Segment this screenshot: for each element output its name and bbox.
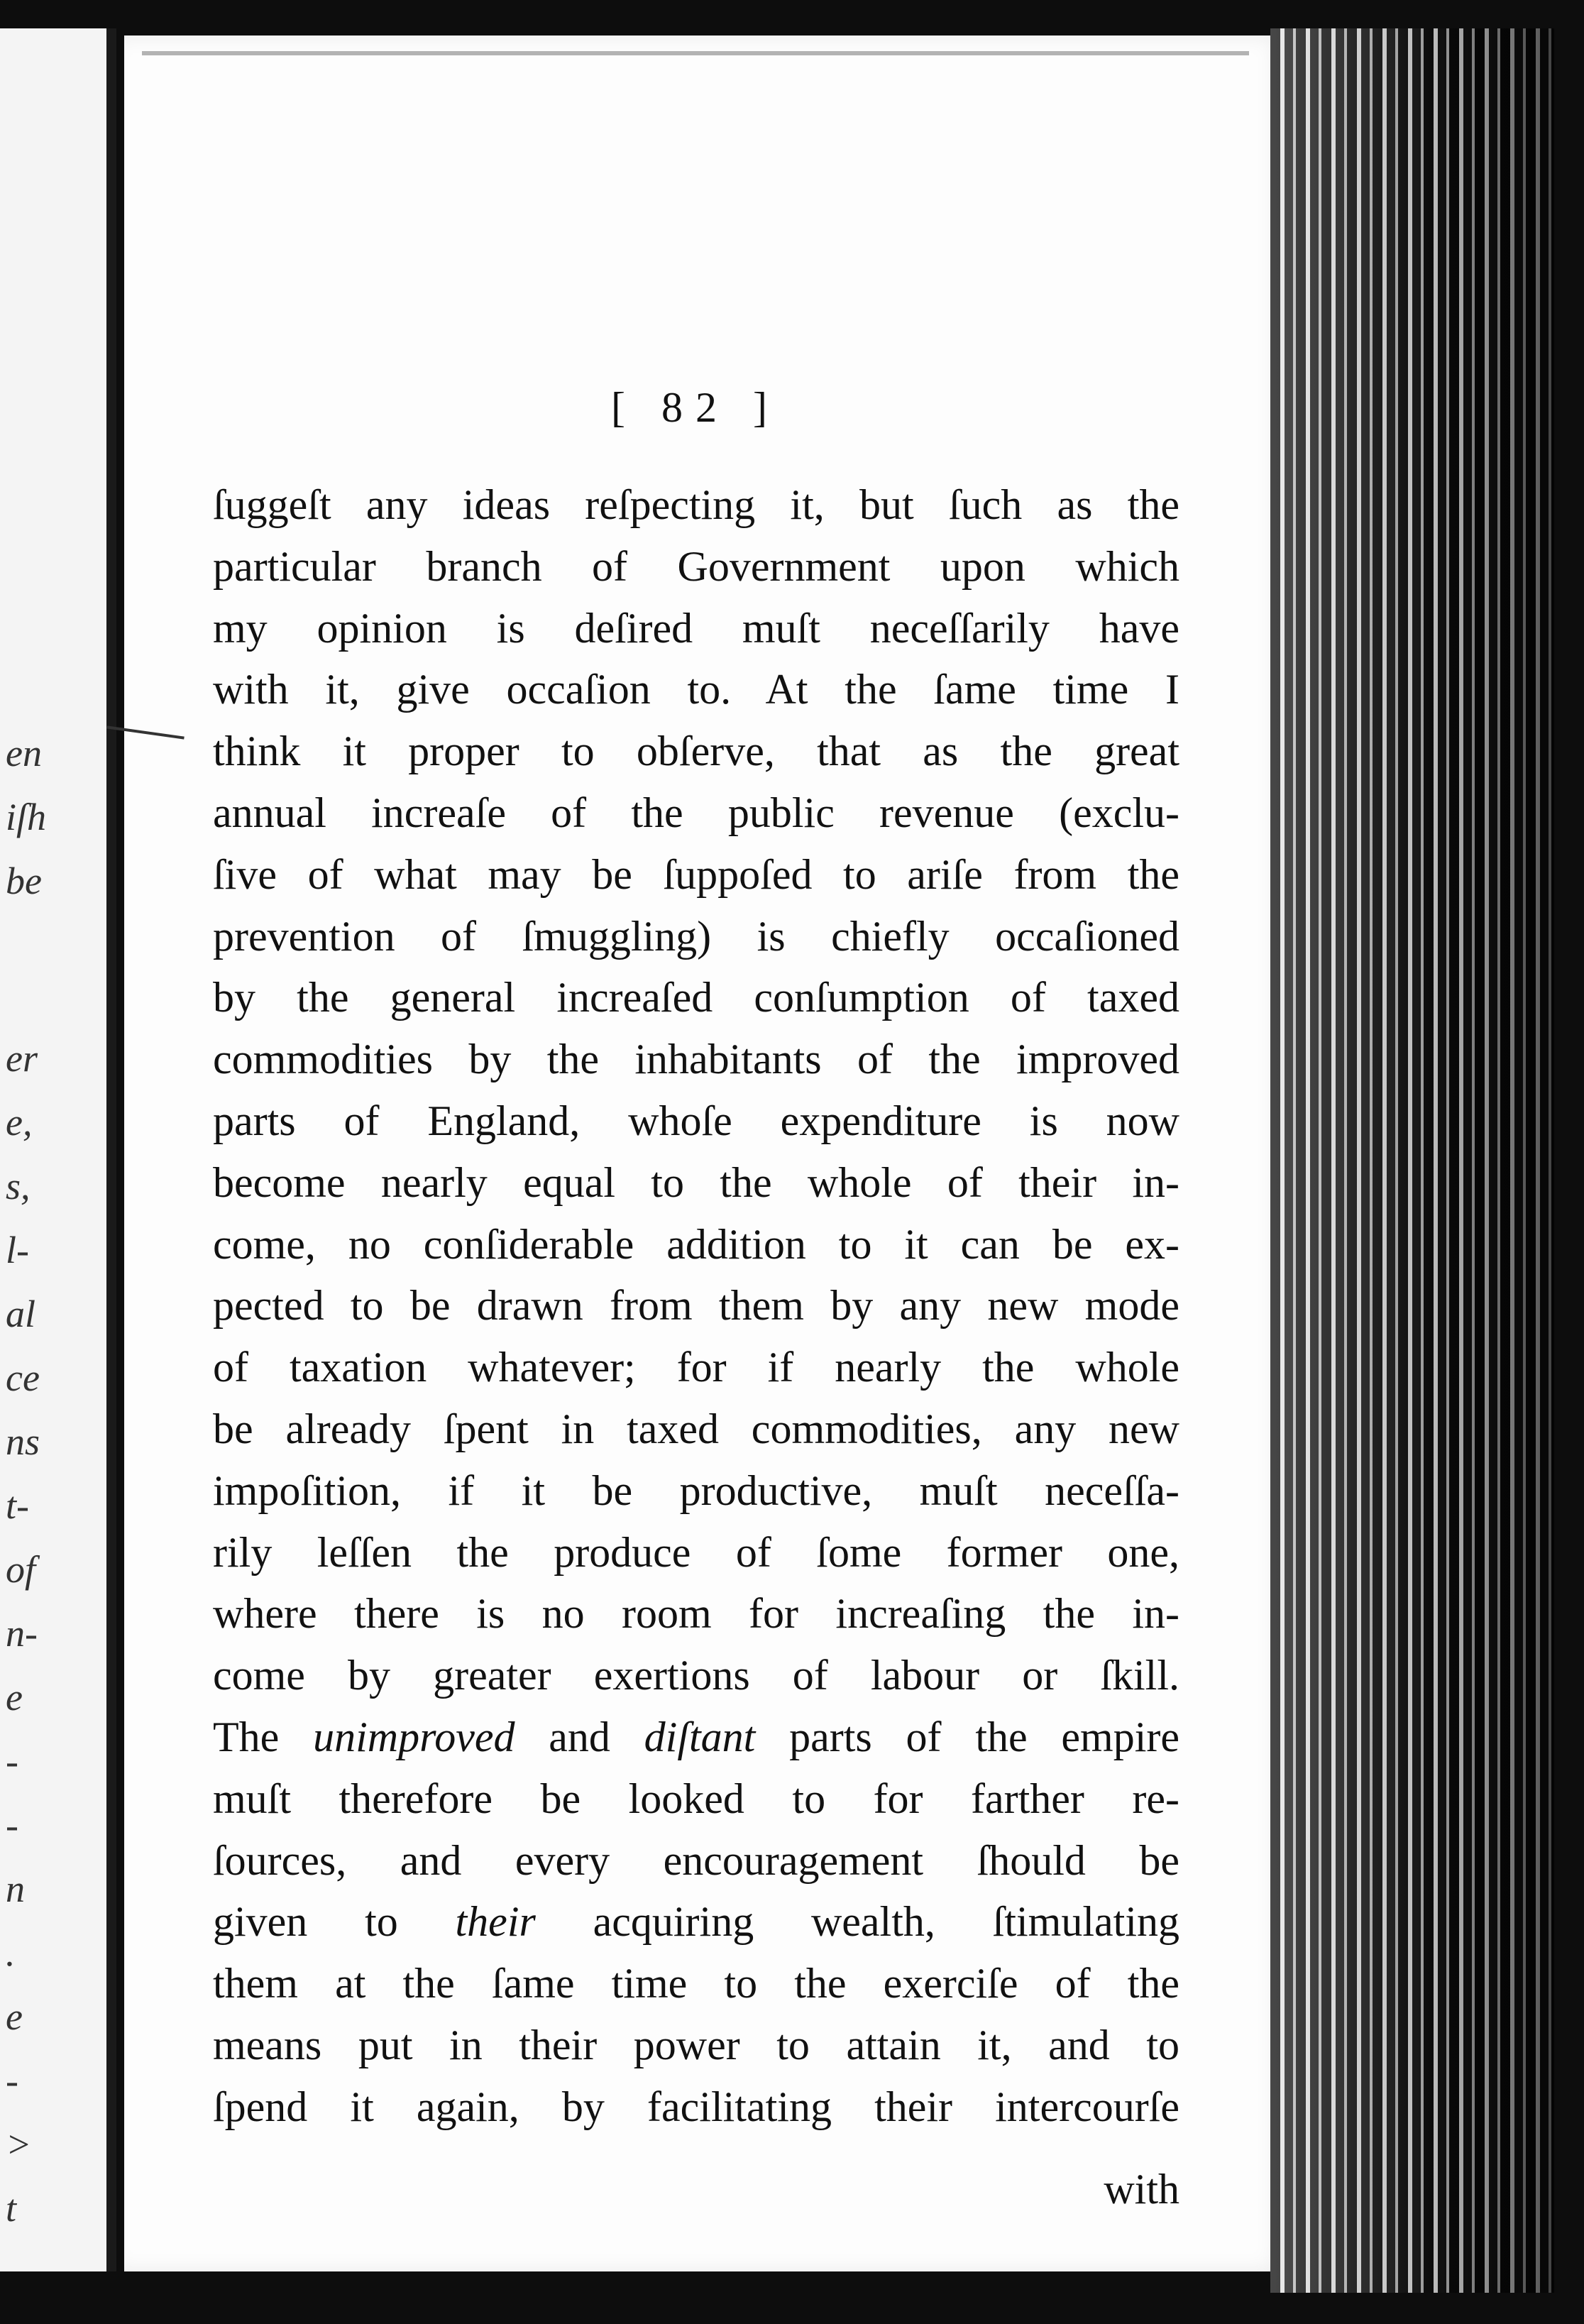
facing-page-fragment: - <box>6 2059 18 2102</box>
facing-page-fragment: ns <box>6 1420 40 1463</box>
text-line <box>213 1891 1179 1953</box>
text-line: where there is no room for increaſing the in- <box>213 1590 1179 1638</box>
facing-page-fragment: of <box>6 1548 36 1591</box>
facing-page-fragment: l- <box>6 1229 29 1271</box>
text-line <box>213 1706 1179 1768</box>
text-line: ſive of what may be ſuppoſed to ariſe from the <box>213 850 1179 898</box>
facing-page-fragment: - <box>6 1804 18 1846</box>
text-line: ſources, and every encouragement ſhould be <box>213 1836 1179 1884</box>
catchword: with <box>1104 2166 1179 2213</box>
facing-page-fragment: e <box>6 1676 23 1719</box>
text-line: with it, give occaſion to. At the ſame time I <box>213 666 1179 713</box>
italic-word: unimproved <box>313 1713 515 1760</box>
text-line: by the general increaſed conſumption of taxed <box>213 974 1179 1021</box>
facing-page-fragment: er <box>6 1037 38 1080</box>
text-line: be already ſpent in taxed commodities, any new <box>213 1405 1179 1452</box>
text-line: become nearly equal to the whole of their in- <box>213 1158 1179 1206</box>
page-number: [ 82 ] <box>611 384 780 431</box>
facing-page-fragment: t <box>6 2187 17 2230</box>
facing-page-fragment: - <box>6 1740 18 1782</box>
facing-page-fragment: be <box>6 860 42 902</box>
text-line: commodities by the inhabitants of the improved <box>213 1036 1179 1083</box>
text-line: think it proper to obſerve, that as the great <box>213 728 1179 775</box>
italic-word: diſtant <box>644 1713 756 1760</box>
text-line: rily leſſen the produce of ſome former one, <box>213 1528 1179 1576</box>
text-line: them at the ſame time to the exerciſe of the <box>213 1960 1179 2007</box>
body-text <box>213 474 1179 2138</box>
text-line: particular branch of Government upon which <box>213 542 1179 590</box>
text-line: prevention of ſmuggling) is chiefly occaſioned <box>213 912 1179 960</box>
page-top-edge <box>142 51 1249 55</box>
text-line: of taxation whatever; for if nearly the whole <box>213 1344 1179 1391</box>
text-line: ſuggeſt any ideas reſpecting it, but ſuch as the <box>213 481 1179 528</box>
text-line: ſpend it again, by facilitating their intercourſe <box>213 2083 1179 2130</box>
text-segment: and <box>515 1713 644 1760</box>
facing-page-fragment: en <box>6 732 42 774</box>
text-line: muſt therefore be looked to for farther re- <box>213 1775 1179 1822</box>
text-line: my opinion is deſired muſt neceſſarily have <box>213 604 1179 652</box>
book-fore-edge-shade <box>1270 28 1554 2293</box>
facing-page-fragment: ce <box>6 1356 40 1399</box>
facing-page-fragment: al <box>6 1293 36 1335</box>
facing-page-fragment: e <box>6 1995 23 2038</box>
text-segment: parts of the empire <box>755 1713 1179 1760</box>
facing-page-fragment: > <box>6 2123 32 2166</box>
text-line: pected to be drawn from them by any new mode <box>213 1282 1179 1330</box>
text-segment: The <box>213 1713 314 1760</box>
text-line: come by greater exertions of labour or ſkill. <box>213 1652 1179 1699</box>
text-segment: given to <box>213 1898 456 1946</box>
facing-page-fragment: t- <box>6 1484 29 1527</box>
facing-page-edge <box>0 28 116 2271</box>
text-line: annual increaſe of the public revenue (exclu- <box>213 789 1179 836</box>
facing-page-fragment: n- <box>6 1612 38 1655</box>
text-line: impoſition, if it be productive, muſt neceſſa- <box>213 1467 1179 1514</box>
facing-page-fragment: . <box>6 1931 16 1974</box>
facing-page-fragment: n <box>6 1868 25 1910</box>
facing-page-fragment: iſh <box>6 796 47 838</box>
text-segment: acquiring wealth, ſtimulating <box>535 1898 1179 1946</box>
italic-word: their <box>455 1898 536 1946</box>
text-line: means put in their power to attain it, and to <box>213 2021 1179 2068</box>
facing-page-fragment: e, <box>6 1101 33 1144</box>
text-line: come, no conſiderable addition to it can be ex- <box>213 1220 1179 1268</box>
facing-page-fragment: s, <box>6 1165 31 1207</box>
text-line: parts of England, whoſe expenditure is now <box>213 1097 1179 1144</box>
